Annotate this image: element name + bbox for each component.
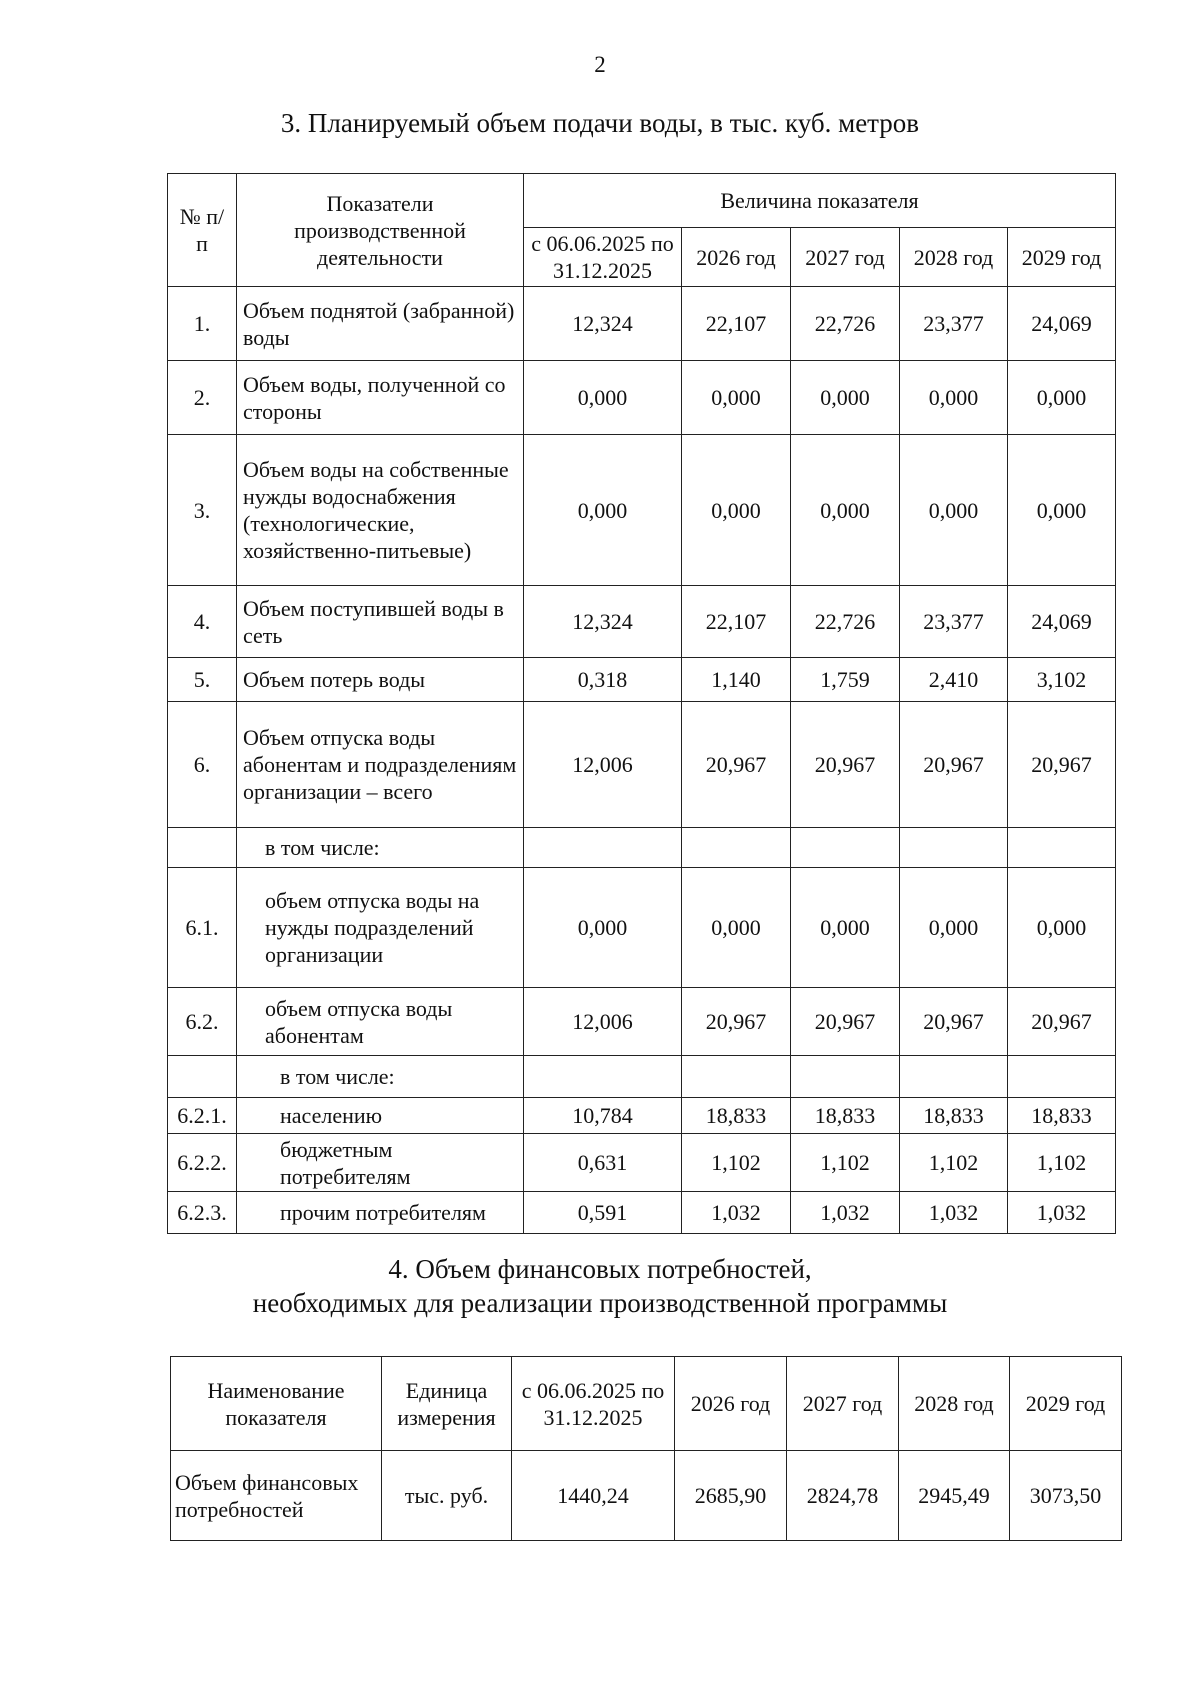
section4-title: [0, 1252, 1200, 1320]
table-row: [168, 361, 1116, 435]
table-row: [168, 988, 1116, 1056]
row-value: 2,410: [900, 658, 1008, 702]
header-period: 2028 год: [900, 228, 1008, 287]
table-row: [168, 1192, 1116, 1234]
row-value: 22,726: [791, 287, 900, 361]
row-value: [682, 1056, 791, 1098]
table-row: [168, 1134, 1116, 1192]
header-cell: Наименование показателя: [171, 1357, 382, 1451]
table-row: [168, 1056, 1116, 1098]
header-num: № п/п: [168, 174, 237, 287]
row-value: 0,000: [900, 435, 1008, 586]
row-name: в том числе:: [237, 1056, 524, 1098]
row-num: 6.1.: [168, 868, 237, 988]
header-period: 2027 год: [791, 228, 900, 287]
row-value: [900, 1056, 1008, 1098]
row-value: 1,032: [900, 1192, 1008, 1234]
row-num: 6.2.1.: [168, 1098, 237, 1134]
row-value: [1008, 828, 1116, 868]
row-value: 0,000: [1008, 361, 1116, 435]
table-row: [168, 658, 1116, 702]
row-value: 3,102: [1008, 658, 1116, 702]
row-value: 0,000: [524, 868, 682, 988]
table-row: [168, 828, 1116, 868]
table-row: [168, 868, 1116, 988]
row-value: 0,318: [524, 658, 682, 702]
row-num: [168, 1056, 237, 1098]
section4-title-line1: 4. Объем финансовых потребностей,: [388, 1254, 812, 1284]
row-value: 1440,24: [512, 1451, 675, 1541]
row-value: 22,726: [791, 586, 900, 658]
row-num: 6.2.2.: [168, 1134, 237, 1192]
financial-needs-table: [170, 1356, 1122, 1541]
row-value: [791, 1056, 900, 1098]
header-cell: Единица измерения: [382, 1357, 512, 1451]
row-name: прочим потребителям: [237, 1192, 524, 1234]
water-supply-table: [167, 173, 1116, 1234]
row-value: 1,102: [791, 1134, 900, 1192]
row-name: в том числе:: [237, 828, 524, 868]
row-value: 2685,90: [675, 1451, 787, 1541]
table-row: [168, 435, 1116, 586]
row-value: [682, 828, 791, 868]
row-value: 1,102: [1008, 1134, 1116, 1192]
row-value: 20,967: [791, 702, 900, 828]
section3-title: 3. Планируемый объем подачи воды, в тыс. куб. метров: [280, 108, 920, 138]
row-value: 0,000: [900, 361, 1008, 435]
row-name: объем отпуска воды на нужды подразделений организации: [237, 868, 524, 988]
row-value: 0,000: [791, 435, 900, 586]
row-value: 0,000: [900, 868, 1008, 988]
row-value: 2945,49: [899, 1451, 1010, 1541]
row-num: 6.: [168, 702, 237, 828]
section4-title-line2: необходимых для реализации производственной программы: [252, 1288, 948, 1318]
header-period: с 06.06.2025 по 31.12.2025: [524, 228, 682, 287]
row-value: 18,833: [900, 1098, 1008, 1134]
table-row: [171, 1451, 1122, 1541]
header-cell: с 06.06.2025 по 31.12.2025: [512, 1357, 675, 1451]
header-cell: 2026 год: [675, 1357, 787, 1451]
row-name: Объем поднятой (забранной) воды: [237, 287, 524, 361]
row-value: 10,784: [524, 1098, 682, 1134]
row-value: 20,967: [682, 988, 791, 1056]
table-header-row: [171, 1357, 1122, 1451]
row-value: [791, 828, 900, 868]
row-value: 0,000: [1008, 435, 1116, 586]
row-value: 18,833: [682, 1098, 791, 1134]
row-value: 3073,50: [1010, 1451, 1122, 1541]
row-value: 0,631: [524, 1134, 682, 1192]
row-value: 20,967: [900, 988, 1008, 1056]
row-value: 23,377: [900, 287, 1008, 361]
row-num: 4.: [168, 586, 237, 658]
row-name: Объем потерь воды: [237, 658, 524, 702]
row-value: 0,000: [524, 435, 682, 586]
row-name: Объем воды, полученной со стороны: [237, 361, 524, 435]
row-value: 0,000: [791, 361, 900, 435]
row-value: 0,591: [524, 1192, 682, 1234]
table-row: [168, 1098, 1116, 1134]
row-num: [168, 828, 237, 868]
row-value: 0,000: [524, 361, 682, 435]
header-value-group: Величина показателя: [524, 174, 1116, 228]
row-name: Объем поступившей воды в сеть: [237, 586, 524, 658]
row-unit: тыс. руб.: [382, 1451, 512, 1541]
row-value: 20,967: [682, 702, 791, 828]
row-value: 18,833: [791, 1098, 900, 1134]
row-value: 20,967: [791, 988, 900, 1056]
row-value: 20,967: [1008, 988, 1116, 1056]
row-value: 18,833: [1008, 1098, 1116, 1134]
table-header-row: [168, 174, 1116, 228]
row-name: бюджетным потребителям: [237, 1134, 524, 1192]
header-indicators: Показатели производственной деятельности: [237, 174, 524, 287]
row-value: [524, 1056, 682, 1098]
row-value: 1,140: [682, 658, 791, 702]
row-value: 22,107: [682, 287, 791, 361]
row-value: 12,324: [524, 287, 682, 361]
row-name: Объем финансовых потребностей: [171, 1451, 382, 1541]
row-value: 12,324: [524, 586, 682, 658]
header-period: 2026 год: [682, 228, 791, 287]
row-value: 0,000: [682, 361, 791, 435]
header-cell: 2029 год: [1010, 1357, 1122, 1451]
row-value: 12,006: [524, 702, 682, 828]
row-name: объем отпуска воды абонентам: [237, 988, 524, 1056]
row-value: 22,107: [682, 586, 791, 658]
page-number: 2: [594, 52, 606, 77]
table-row: [168, 287, 1116, 361]
row-value: 0,000: [791, 868, 900, 988]
row-value: [900, 828, 1008, 868]
table-row: [168, 702, 1116, 828]
row-value: 1,032: [1008, 1192, 1116, 1234]
row-num: 5.: [168, 658, 237, 702]
row-value: 24,069: [1008, 586, 1116, 658]
row-value: 20,967: [1008, 702, 1116, 828]
row-value: 0,000: [1008, 868, 1116, 988]
header-cell: 2028 год: [899, 1357, 1010, 1451]
row-value: 23,377: [900, 586, 1008, 658]
row-value: 0,000: [682, 868, 791, 988]
row-name: населению: [237, 1098, 524, 1134]
row-value: 1,102: [900, 1134, 1008, 1192]
row-num: 3.: [168, 435, 237, 586]
row-value: 1,759: [791, 658, 900, 702]
row-num: 6.2.3.: [168, 1192, 237, 1234]
row-value: 1,032: [791, 1192, 900, 1234]
row-value: 20,967: [900, 702, 1008, 828]
row-num: 6.2.: [168, 988, 237, 1056]
row-value: [524, 828, 682, 868]
row-value: 24,069: [1008, 287, 1116, 361]
row-value: 0,000: [682, 435, 791, 586]
row-num: 1.: [168, 287, 237, 361]
row-value: 1,032: [682, 1192, 791, 1234]
header-cell: 2027 год: [787, 1357, 899, 1451]
header-period: 2029 год: [1008, 228, 1116, 287]
row-name: Объем отпуска воды абонентам и подразделениям организации – всего: [237, 702, 524, 828]
row-value: 1,102: [682, 1134, 791, 1192]
row-value: [1008, 1056, 1116, 1098]
row-name: Объем воды на собственные нужды водоснабжения (технологические, хозяйственно-питьевые): [237, 435, 524, 586]
table-row: [168, 586, 1116, 658]
row-value: 12,006: [524, 988, 682, 1056]
row-num: 2.: [168, 361, 237, 435]
row-value: 2824,78: [787, 1451, 899, 1541]
